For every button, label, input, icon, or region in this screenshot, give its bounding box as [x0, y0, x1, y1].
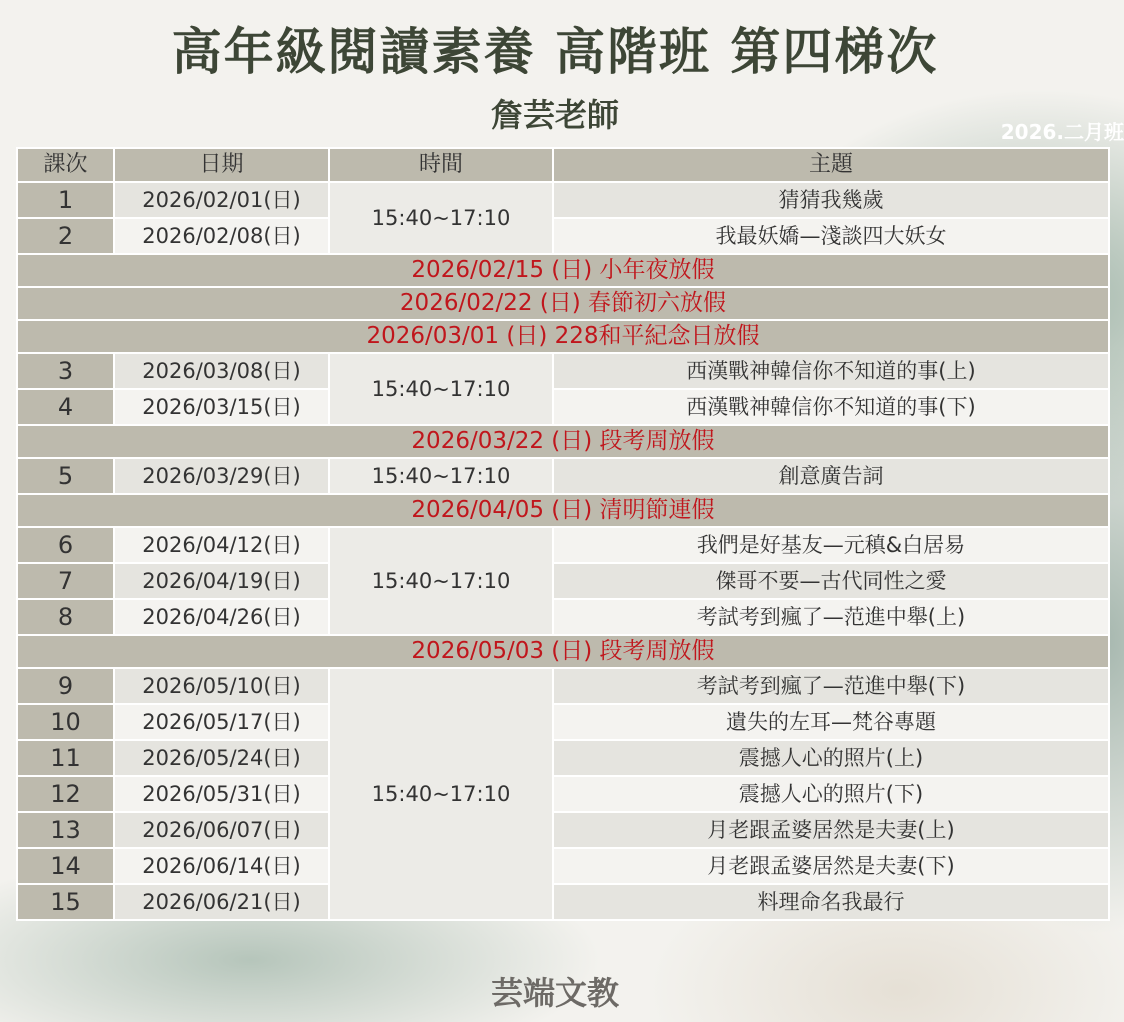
- lesson-topic: 我們是好基友—元稹&白居易: [553, 527, 1109, 563]
- lesson-row: [17, 668, 1109, 704]
- lesson-topic: 震撼人心的照片(下): [553, 776, 1109, 812]
- lesson-row: [17, 458, 1109, 494]
- lesson-number: 8: [17, 599, 114, 635]
- column-header-time: 時間: [329, 148, 553, 182]
- lesson-number: 6: [17, 527, 114, 563]
- lesson-topic: 創意廣告詞: [553, 458, 1109, 494]
- lesson-number: 1: [17, 182, 114, 218]
- lesson-row: [17, 740, 1109, 776]
- class-tag: 2026.二月班: [1000, 120, 1124, 144]
- lesson-row: [17, 389, 1109, 425]
- holiday-notice: 2026/05/03 (日) 段考周放假: [17, 635, 1109, 668]
- lesson-date: 2026/03/29(日): [114, 458, 329, 494]
- lesson-date: 2026/04/12(日): [114, 527, 329, 563]
- lesson-row: [17, 182, 1109, 218]
- lesson-topic: 猜猜我幾歲: [553, 182, 1109, 218]
- lesson-row: [17, 527, 1109, 563]
- teacher-name: 詹芸老師: [490, 96, 619, 134]
- page-title: 高年級閱讀素養 高階班 第四梯次: [171, 22, 939, 81]
- lesson-number: 3: [17, 353, 114, 389]
- lesson-number: 7: [17, 563, 114, 599]
- column-header-topic: 主題: [553, 148, 1109, 182]
- lesson-row: [17, 884, 1109, 920]
- lesson-date: 2026/03/08(日): [114, 353, 329, 389]
- lesson-number: 5: [17, 458, 114, 494]
- lesson-date: 2026/02/01(日): [114, 182, 329, 218]
- lesson-time: 15:40~17:10: [329, 182, 553, 254]
- lesson-time: 15:40~17:10: [329, 458, 553, 494]
- lesson-number: 10: [17, 704, 114, 740]
- lesson-number: 9: [17, 668, 114, 704]
- lesson-topic: 西漢戰神韓信你不知道的事(下): [553, 389, 1109, 425]
- lesson-topic: 考試考到瘋了—范進中舉(上): [553, 599, 1109, 635]
- lesson-row: [17, 812, 1109, 848]
- lesson-row: [17, 848, 1109, 884]
- lesson-row: [17, 353, 1109, 389]
- holiday-notice: 2026/02/15 (日) 小年夜放假: [17, 254, 1109, 287]
- holiday-notice: 2026/02/22 (日) 春節初六放假: [17, 287, 1109, 320]
- table-header-row: [17, 148, 1109, 182]
- lesson-number: 11: [17, 740, 114, 776]
- schedule-table: [16, 147, 1110, 921]
- lesson-date: 2026/02/08(日): [114, 218, 329, 254]
- lesson-topic: 傑哥不要—古代同性之愛: [553, 563, 1109, 599]
- lesson-date: 2026/05/17(日): [114, 704, 329, 740]
- column-header-lesson: 課次: [17, 148, 114, 182]
- lesson-topic: 月老跟孟婆居然是夫妻(下): [553, 848, 1109, 884]
- lesson-date: 2026/06/14(日): [114, 848, 329, 884]
- lesson-topic: 月老跟孟婆居然是夫妻(上): [553, 812, 1109, 848]
- holiday-row: [17, 425, 1109, 458]
- lesson-time: 15:40~17:10: [329, 353, 553, 425]
- column-header-date: 日期: [114, 148, 329, 182]
- lesson-date: 2026/04/19(日): [114, 563, 329, 599]
- holiday-row: [17, 287, 1109, 320]
- lesson-topic: 我最妖嬌—淺談四大妖女: [553, 218, 1109, 254]
- lesson-topic: 考試考到瘋了—范進中舉(下): [553, 668, 1109, 704]
- lesson-date: 2026/06/07(日): [114, 812, 329, 848]
- lesson-row: [17, 776, 1109, 812]
- lesson-time: 15:40~17:10: [329, 668, 553, 920]
- lesson-row: [17, 563, 1109, 599]
- lesson-number: 14: [17, 848, 114, 884]
- lesson-date: 2026/04/26(日): [114, 599, 329, 635]
- lesson-date: 2026/05/10(日): [114, 668, 329, 704]
- lesson-date: 2026/05/31(日): [114, 776, 329, 812]
- lesson-topic: 西漢戰神韓信你不知道的事(上): [553, 353, 1109, 389]
- lesson-row: [17, 704, 1109, 740]
- holiday-notice: 2026/04/05 (日) 清明節連假: [17, 494, 1109, 527]
- lesson-topic: 震撼人心的照片(上): [553, 740, 1109, 776]
- lesson-number: 15: [17, 884, 114, 920]
- holiday-notice: 2026/03/22 (日) 段考周放假: [17, 425, 1109, 458]
- lesson-number: 12: [17, 776, 114, 812]
- lesson-number: 2: [17, 218, 114, 254]
- lesson-row: [17, 599, 1109, 635]
- holiday-row: [17, 254, 1109, 287]
- lesson-time: 15:40~17:10: [329, 527, 553, 635]
- lesson-date: 2026/06/21(日): [114, 884, 329, 920]
- lesson-number: 13: [17, 812, 114, 848]
- footer-brand: 芸端文教: [490, 974, 619, 1012]
- lesson-number: 4: [17, 389, 114, 425]
- lesson-date: 2026/05/24(日): [114, 740, 329, 776]
- schedule-body: [17, 182, 1109, 920]
- lesson-row: [17, 218, 1109, 254]
- lesson-topic: 遺失的左耳—梵谷專題: [553, 704, 1109, 740]
- holiday-row: [17, 494, 1109, 527]
- lesson-topic: 料理命名我最行: [553, 884, 1109, 920]
- holiday-row: [17, 320, 1109, 353]
- holiday-notice: 2026/03/01 (日) 228和平紀念日放假: [17, 320, 1109, 353]
- lesson-date: 2026/03/15(日): [114, 389, 329, 425]
- holiday-row: [17, 635, 1109, 668]
